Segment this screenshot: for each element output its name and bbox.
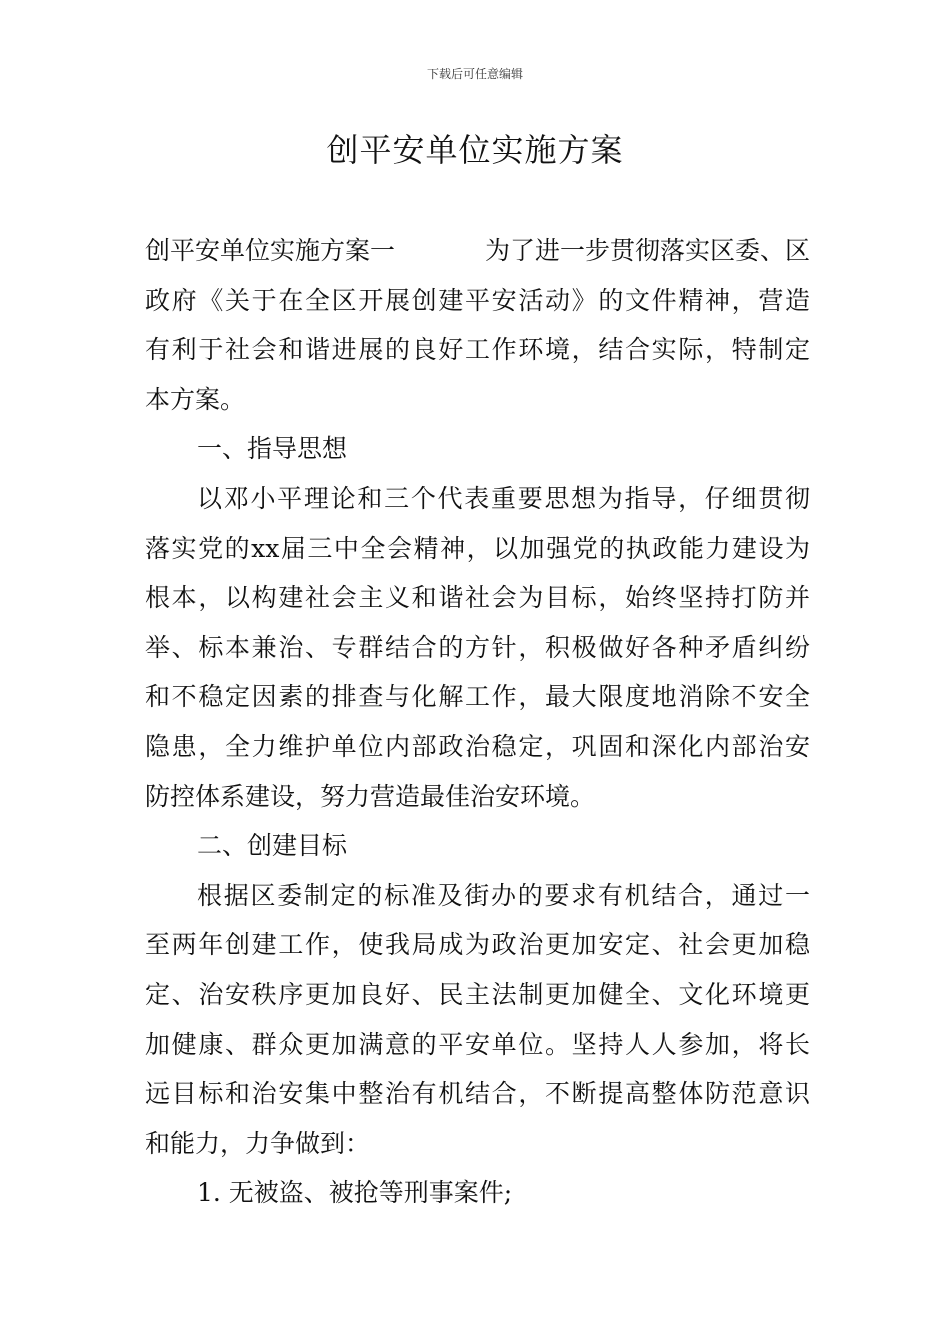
body-line: 定、治安秩序更加良好、民主法制更加健全、文化环境更 — [145, 979, 810, 1009]
body-line: 本方案。 — [145, 384, 246, 414]
body-line: 有利于社会和谐进展的良好工作环境，结合实际，特制定 — [145, 335, 810, 365]
body-line: 加健康、群众更加满意的平安单位。坚持人人参加，将长 — [145, 1029, 810, 1059]
body-lines — [145, 276, 810, 1218]
body-line: 举、标本兼治、专群结合的方针，积极做好各种矛盾纠纷 — [145, 632, 810, 662]
body-line: 落实党的xx届三中全会精神，以加强党的执政能力建设为 — [145, 533, 810, 563]
body-line: 以邓小平理论和三个代表重要思想为指导，仔细贯彻 — [197, 483, 810, 513]
list-item: 1. 无被盗、被抢等刑事案件; — [197, 1178, 513, 1208]
body-line-gap — [417, 226, 463, 276]
body-line: 远目标和治安集中整治有机结合，不断提高整体防范意识 — [145, 1079, 810, 1109]
body-line: 防控体系建设，努力营造最佳治安环境。 — [145, 781, 596, 811]
body-line-rest: 为了进一步贯彻落实区委、区 — [484, 236, 810, 265]
section-heading: 二、创建目标 — [197, 831, 348, 861]
body-line — [145, 226, 810, 276]
body-line: 和不稳定因素的排查与化解工作，最大限度地消除不安全 — [145, 682, 810, 712]
body-line: 根据区委制定的标准及街办的要求有机结合，通过一 — [197, 880, 810, 910]
document-body — [145, 226, 810, 1218]
body-line: 根本，以构建社会主义和谐社会为目标，始终坚持打防并 — [145, 583, 810, 613]
body-line: 隐患，全力维护单位内部政治稳定，巩固和深化内部治安 — [145, 731, 810, 761]
body-line: 政府《关于在全区开展创建平安活动》的文件精神，营造 — [145, 285, 810, 315]
header-note: 下载后可任意编辑 — [426, 67, 523, 81]
section-heading: 一、指导思想 — [197, 434, 348, 464]
body-line: 至两年创建工作，使我局成为政治更加安定、社会更加稳 — [145, 930, 810, 960]
body-line-lead: 创平安单位实施方案一 — [145, 236, 396, 265]
document-title: 创平安单位实施方案 — [326, 131, 624, 169]
body-line: 和能力，力争做到： — [145, 1128, 371, 1158]
